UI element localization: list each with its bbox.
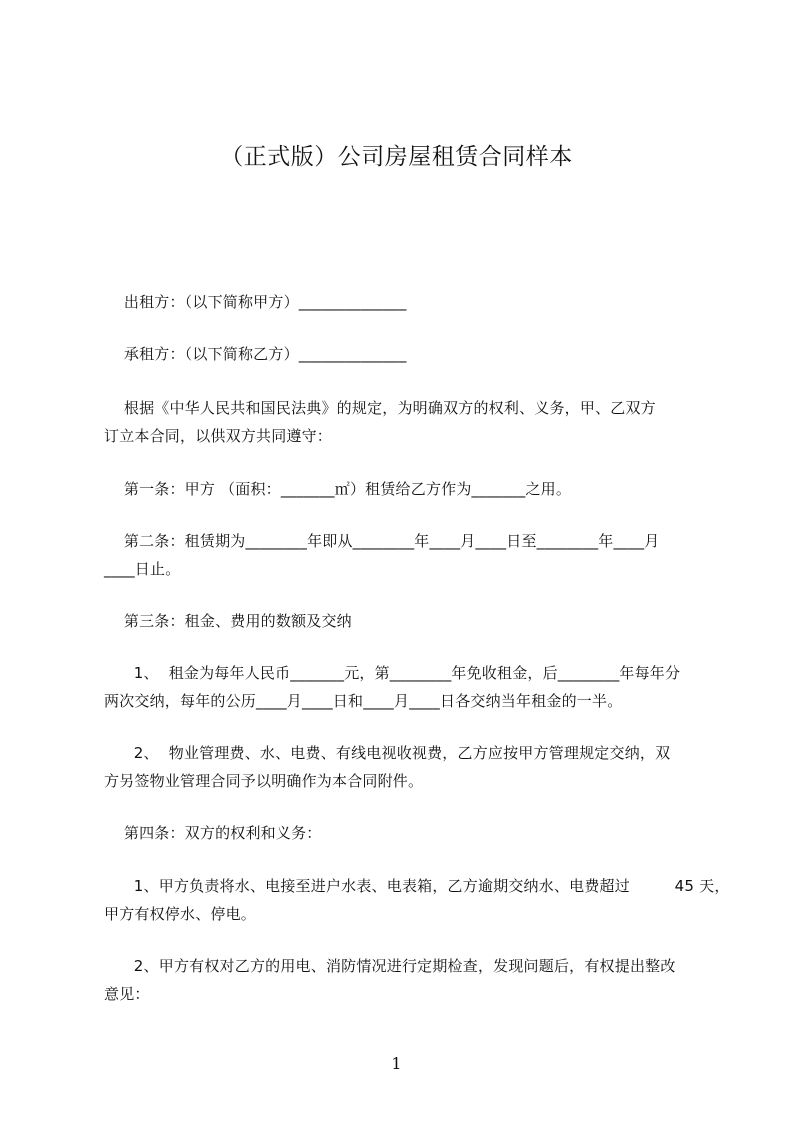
preamble-paragraph: 根据《中华人民共和国民法典》的规定，为明确双方的权利、义务，甲、乙双方 订立本合同，以供双方共同遵守： — [104, 399, 656, 445]
article-three-item-2: 2、 物业管理费、水、电费、有线电视收视费，乙方应按甲方管理规定交纳，双 方另签物业管理合同予以明确作为本合同附件。 — [104, 744, 671, 790]
article-four-heading: 第四条：双方的权利和义务： — [104, 824, 322, 842]
document-title: （正式版）公司房屋租赁合同样本 — [220, 144, 573, 170]
article-three-heading: 第三条：租金、费用的数额及交纳 — [104, 612, 352, 630]
lessor-line: 出租方：（以下简称甲方）______________ — [104, 293, 407, 311]
article-four-item-1: 1、甲方负责将水、电接至进户水表、电表箱，乙方逾期交纳水、电费超过 45 天， 甲方有权停水、停电。 — [104, 877, 730, 923]
article-three-item-1: 1、 租金为每年人民币_______元，第________年免收租金，后________年每年分 两次交纳，每年的公历____月____日和____月____日各交纳当年租金的一半。 — [104, 664, 681, 710]
page-number: 1 — [391, 1054, 402, 1073]
article-two-paragraph: 第二条：租赁期为________年即从________年____月____日至________年____月 ____日止。 — [104, 532, 660, 578]
article-one-paragraph: 第一条：甲方 （面积：_______㎡）租赁给乙方作为_______之用。 — [104, 480, 572, 498]
article-four-item-2: 2、甲方有权对乙方的用电、消防情况进行定期检查，发现问题后，有权提出整改 意见： — [104, 957, 676, 1003]
lessee-line: 承租方：（以下简称乙方）______________ — [104, 345, 407, 363]
